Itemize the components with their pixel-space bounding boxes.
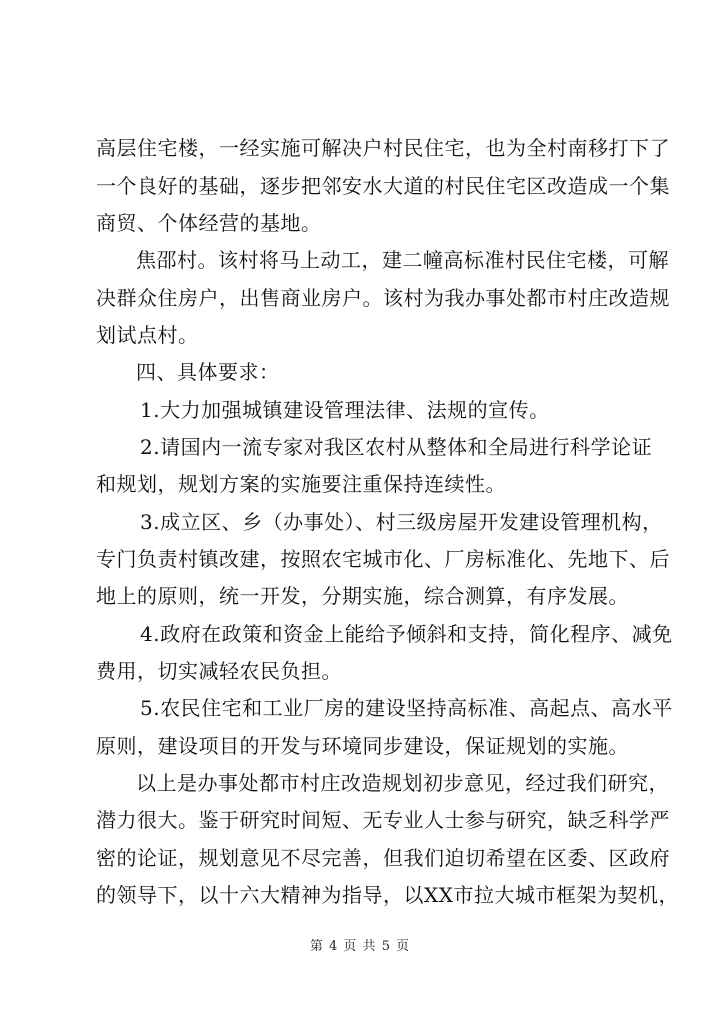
list-item: 3.成立区、乡（办事处）、村三级房屋开发建设管理机构， (140, 510, 663, 534)
list-item: 4.政府在政策和资金上能给予倾斜和支持，简化程序、减免 (140, 622, 673, 646)
list-item: 5.农民住宅和工业厂房的建设坚持高标准、高起点、高水平 (140, 696, 673, 720)
text-line: 焦邵村。该村将马上动工，建二幢高标准村民住宅楼，可解 (136, 248, 669, 272)
text-line: 以上是办事处都市村庄改造规划初步意见，经过我们研究， (136, 771, 669, 795)
list-item: 2.请国内一流专家对我区农村从整体和全局进行科学论证 (140, 435, 653, 459)
text-line: 决群众住房户，出售商业房户。该村为我办事处都市村庄改造规 (96, 286, 670, 310)
text-line: 专门负责村镇改建，按照农宅城市化、厂房标准化、先地下、后 (96, 547, 670, 571)
list-item: 1.大力加强城镇建设管理法律、法规的宣传。 (140, 398, 550, 422)
text-line: 原则，建设项目的开发与环境同步建设，保证规划的实施。 (96, 734, 629, 758)
text-line: 一个良好的基础，逐步把邻安水大道的村民住宅区改造成一个集 (96, 174, 670, 198)
text-line: 和规划，规划方案的实施要注重保持连续性。 (96, 472, 506, 496)
text-line: 划试点村。 (96, 323, 199, 347)
text-line: 费用，切实减轻农民负担。 (96, 659, 342, 683)
page-number: 第 4 页 共 5 页 (309, 939, 411, 954)
text-line: 密的论证，规划意见不尽完善，但我们迫切希望在区委、区政府 (96, 846, 670, 870)
text-line: 高层住宅楼，一经实施可解决户村民住宅，也为全村南移打下了 (96, 136, 670, 160)
text-line: 的领导下，以十六大精神为指导，以XX市拉大城市框架为契机， (96, 883, 679, 907)
text-line: 潜力很大。鉴于研究时间短、无专业人士参与研究，缺乏科学严 (96, 808, 670, 832)
text-line: 地上的原则，统一开发，分期实施，综合测算，有序发展。 (96, 584, 629, 608)
text-line: 商贸、个体经营的基地。 (96, 211, 322, 235)
section-heading: 四、具体要求： (136, 360, 280, 384)
